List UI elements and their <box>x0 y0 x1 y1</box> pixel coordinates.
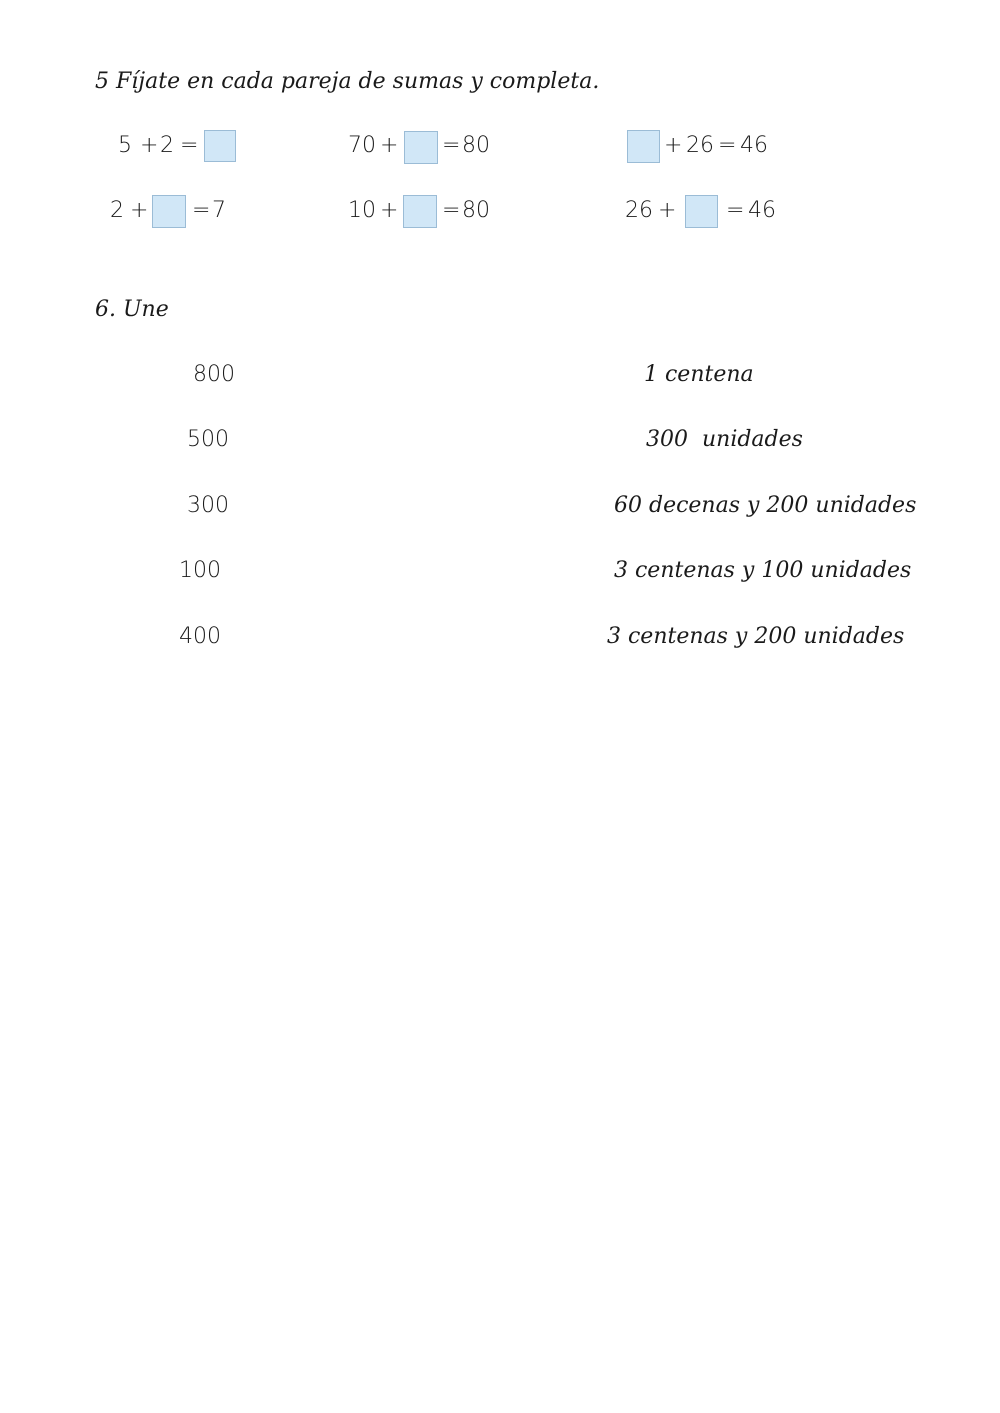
result: 7 <box>212 198 226 223</box>
operand: 2 <box>110 198 124 223</box>
answer-input-1[interactable] <box>204 130 236 162</box>
equals-sign: = <box>442 198 461 223</box>
equals-sign: = <box>192 198 211 223</box>
operand: 26 <box>625 198 653 223</box>
operand: 5 <box>118 133 132 158</box>
match-right-item[interactable]: 3 centenas y 100 unidades <box>614 558 912 583</box>
plus-sign: + <box>140 133 159 158</box>
operand: 2 <box>160 133 174 158</box>
answer-input-4[interactable] <box>403 195 437 228</box>
equals-sign: = <box>180 133 199 158</box>
answer-input-5[interactable] <box>627 130 660 163</box>
exercise-5-title: 5 Fíjate en cada pareja de sumas y completa. <box>95 69 600 94</box>
match-right-item[interactable]: 300 unidades <box>646 427 803 452</box>
result: 46 <box>740 133 768 158</box>
match-left-item[interactable]: 100 <box>179 558 221 583</box>
plus-sign: + <box>658 198 677 223</box>
match-right-item[interactable]: 1 centena <box>644 362 754 387</box>
exercise-6-title: 6. Une <box>95 297 169 322</box>
match-left-item[interactable]: 300 <box>187 493 229 518</box>
equals-sign: = <box>442 133 461 158</box>
plus-sign: + <box>380 133 399 158</box>
match-left-item[interactable]: 500 <box>187 427 229 452</box>
result: 80 <box>462 133 490 158</box>
equals-sign: = <box>726 198 745 223</box>
operand: 70 <box>348 133 376 158</box>
equals-sign: = <box>718 133 737 158</box>
match-right-item[interactable]: 3 centenas y 200 unidades <box>607 624 905 649</box>
match-right-item[interactable]: 60 decenas y 200 unidades <box>614 493 917 518</box>
match-left-item[interactable]: 800 <box>193 362 235 387</box>
result: 46 <box>748 198 776 223</box>
answer-input-2[interactable] <box>152 195 186 228</box>
answer-input-3[interactable] <box>404 131 438 164</box>
plus-sign: + <box>380 198 399 223</box>
operand: 26 <box>686 133 714 158</box>
plus-sign: + <box>664 133 683 158</box>
plus-sign: + <box>130 198 149 223</box>
answer-input-6[interactable] <box>685 195 718 228</box>
match-left-item[interactable]: 400 <box>179 624 221 649</box>
result: 80 <box>462 198 490 223</box>
operand: 10 <box>348 198 376 223</box>
